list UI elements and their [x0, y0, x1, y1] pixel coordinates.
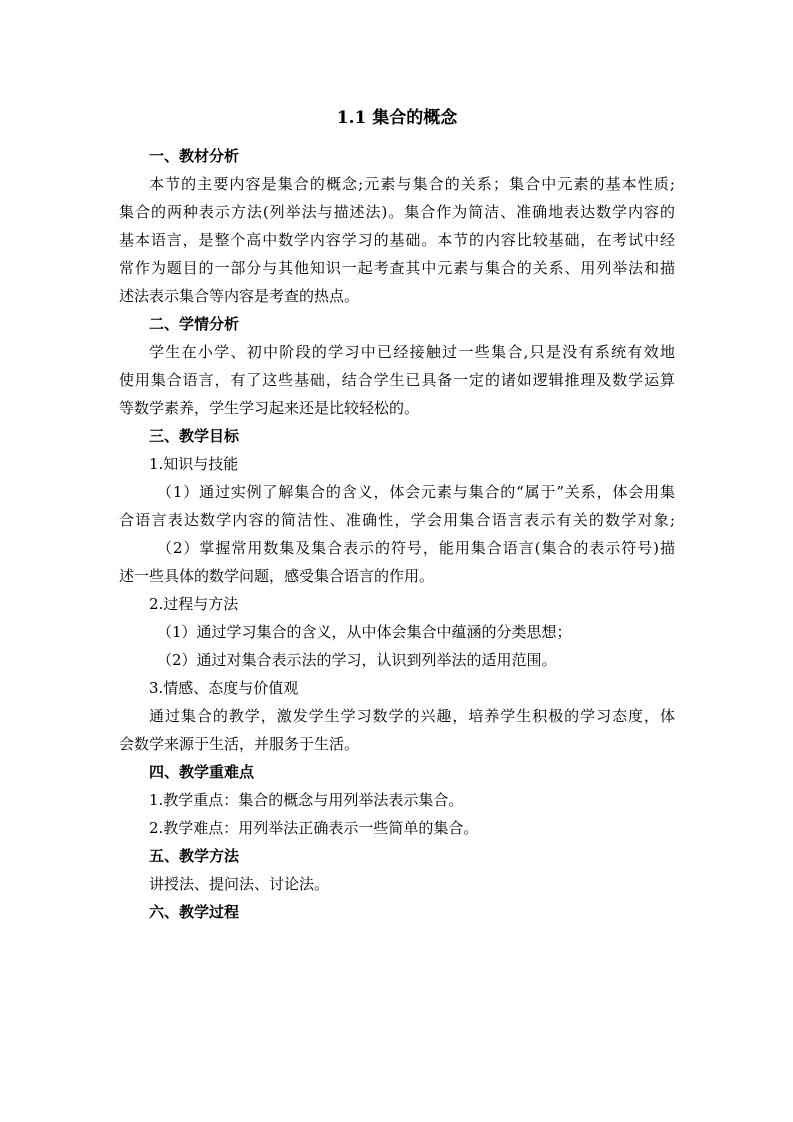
section-heading-4: 四、教学重难点: [149, 763, 255, 781]
section-heading-5: 五、教学方法: [149, 847, 240, 865]
subheading-process: 2.过程与方法: [149, 595, 239, 613]
paragraph-line: 常作为题目的一部分与其他知识一起考查其中元素与集合的关系、用列举法和描: [119, 259, 675, 277]
list-item-line: 述一些具体的数学问题，感受集合语言的作用。: [119, 567, 435, 585]
section-heading-3: 三、教学目标: [149, 427, 240, 445]
subheading-emotion: 3.情感、态度与价值观: [149, 679, 299, 697]
list-item-line: （1）通过实例了解集合的含义，体会元素与集合的“属于”关系，体会用集: [157, 483, 675, 501]
paragraph-line: 集合的两种表示方法(列举法与描述法)。集合作为简洁、准确地表达数学内容的: [119, 203, 675, 221]
list-item-line: （1）通过学习集合的含义，从中体会集合中蕴涵的分类思想；: [157, 623, 572, 641]
section-heading-6: 六、教学过程: [149, 903, 240, 921]
key-point-line: 1.教学重点：集合的概念与用列举法表示集合。: [149, 791, 464, 809]
paragraph-line: 基本语言，是整个高中数学内容学习的基础。本节的内容比较基础，在考试中经: [119, 231, 675, 249]
list-item-line: （2）通过对集合表示法的学习，认识到列举法的适用范围。: [157, 651, 557, 669]
page-title: 1.1 集合的概念: [336, 108, 458, 128]
paragraph-line: 通过集合的教学，激发学生学习数学的兴趣，培养学生积极的学习态度，体: [149, 707, 675, 725]
document-page: [119, 100, 675, 926]
paragraph-line: 使用集合语言，有了这些基础，结合学生已具备一定的诸如逻辑推理及数学运算: [119, 371, 675, 389]
difficult-point-line: 2.教学难点：用列举法正确表示一些简单的集合。: [149, 819, 479, 837]
paragraph-line: 述法表示集合等内容是考查的热点。: [119, 287, 360, 305]
section-heading-2: 二、学情分析: [149, 315, 240, 333]
paragraph-line: 会数学来源于生活，并服务于生活。: [119, 735, 360, 753]
list-item-line: 合语言表达数学内容的简洁性、准确性，学会用集合语言表示有关的数学对象;: [119, 511, 675, 529]
paragraph-line: 等数学素养，学生学习起来还是比较轻松的。: [119, 399, 420, 417]
methods-line: 讲授法、提问法、讨论法。: [149, 875, 330, 893]
paragraph-line: 学生在小学、初中阶段的学习中已经接触过一些集合,只是没有系统有效地: [149, 343, 675, 361]
paragraph-line: 本节的主要内容是集合的概念;元素与集合的关系；集合中元素的基本性质;: [149, 175, 675, 193]
section-heading-1: 一、教材分析: [149, 147, 240, 165]
list-item-line: （2）掌握常用数集及集合表示的符号，能用集合语言(集合的表示符号)描: [157, 539, 675, 557]
subheading-knowledge: 1.知识与技能: [149, 455, 239, 473]
